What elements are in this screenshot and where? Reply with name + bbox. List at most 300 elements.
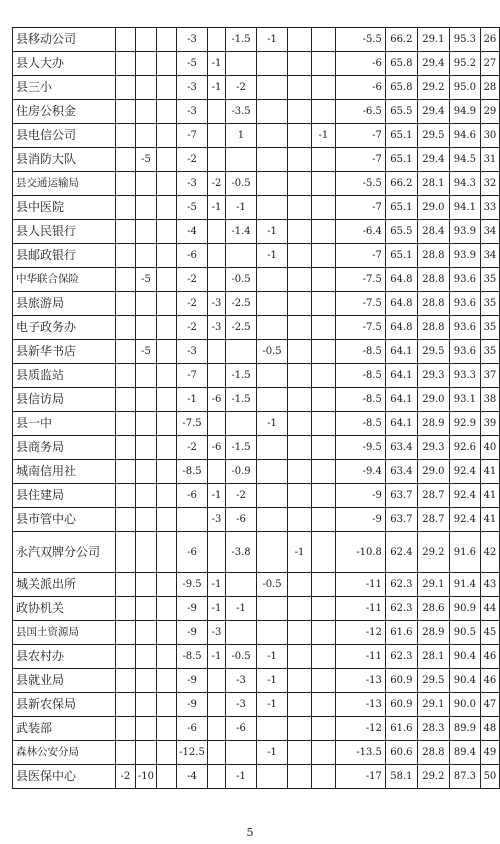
- score-cell-c11: 64.1: [385, 412, 417, 436]
- score-cell-c7: [256, 388, 287, 412]
- score-cell-c5: [208, 532, 226, 573]
- score-cell-c7: [256, 717, 287, 741]
- score-cell-c4: -7: [177, 364, 208, 388]
- score-cell-c12: 29.1: [417, 693, 449, 717]
- table-row: [13, 76, 500, 100]
- score-cell-c6: -6: [225, 508, 256, 532]
- score-cell-c11: 62.3: [385, 597, 417, 621]
- unit-name-cell: 中华联合保险: [13, 268, 116, 292]
- score-cell-c3: [157, 364, 177, 388]
- score-cell-c12: 28.1: [417, 172, 449, 196]
- score-cell-c8: [287, 76, 311, 100]
- score-cell-c13: 93.3: [449, 364, 480, 388]
- score-cell-c7: -1: [256, 741, 287, 765]
- score-cell-c9: [311, 100, 335, 124]
- score-cell-c5: -3: [208, 621, 226, 645]
- score-cell-c11: 64.1: [385, 340, 417, 364]
- score-cell-c9: [311, 508, 335, 532]
- score-cell-c7: -1: [256, 693, 287, 717]
- score-cell-c12: 29.0: [417, 460, 449, 484]
- score-cell-c1: [115, 316, 135, 340]
- score-cell-c8: [287, 220, 311, 244]
- score-cell-c8: [287, 645, 311, 669]
- score-cell-c10: -13: [335, 693, 385, 717]
- table-row: [13, 508, 500, 532]
- unit-name-cell: 县旅游局: [13, 292, 116, 316]
- table-row: [13, 621, 500, 645]
- table-row: [13, 364, 500, 388]
- score-cell-c6: -3: [225, 693, 256, 717]
- score-cell-c8: [287, 436, 311, 460]
- score-cell-c13: 95.2: [449, 52, 480, 76]
- score-cell-c10: -13.5: [335, 741, 385, 765]
- score-cell-c10: -7: [335, 124, 385, 148]
- score-cell-c7: -1: [256, 412, 287, 436]
- score-cell-c12: 28.8: [417, 244, 449, 268]
- score-cell-c14: 35: [480, 316, 499, 340]
- table-row: [13, 460, 500, 484]
- score-cell-c14: 43: [480, 573, 499, 597]
- score-cell-c14: 32: [480, 172, 499, 196]
- score-cell-c3: [157, 597, 177, 621]
- score-cell-c5: -2: [208, 172, 226, 196]
- score-cell-c2: [135, 196, 156, 220]
- unit-name-cell: 县消防大队: [13, 148, 116, 172]
- score-cell-c3: [157, 645, 177, 669]
- score-cell-c3: [157, 124, 177, 148]
- score-cell-c14: 33: [480, 196, 499, 220]
- score-cell-c1: [115, 292, 135, 316]
- score-cell-c1: [115, 268, 135, 292]
- score-cell-c13: 95.3: [449, 28, 480, 52]
- score-cell-c8: [287, 484, 311, 508]
- score-cell-c2: [135, 292, 156, 316]
- score-cell-c5: -1: [208, 196, 226, 220]
- table-row: [13, 244, 500, 268]
- score-cell-c2: [135, 436, 156, 460]
- score-cell-c8: -1: [287, 532, 311, 573]
- score-cell-c11: 64.1: [385, 364, 417, 388]
- table-row: [13, 669, 500, 693]
- score-cell-c8: [287, 669, 311, 693]
- score-cell-c8: [287, 124, 311, 148]
- score-cell-c9: [311, 669, 335, 693]
- score-cell-c5: [208, 124, 226, 148]
- score-cell-c12: 29.3: [417, 436, 449, 460]
- score-cell-c10: -12: [335, 717, 385, 741]
- score-cell-c9: [311, 741, 335, 765]
- score-cell-c5: [208, 148, 226, 172]
- score-cell-c8: [287, 52, 311, 76]
- score-cell-c7: -0.5: [256, 340, 287, 364]
- score-cell-c10: -5.5: [335, 28, 385, 52]
- score-cell-c14: 46: [480, 669, 499, 693]
- table-row: [13, 316, 500, 340]
- score-cell-c4: -1: [177, 388, 208, 412]
- unit-name-cell: 县电信公司: [13, 124, 116, 148]
- unit-name-cell: 县住建局: [13, 484, 116, 508]
- score-cell-c1: [115, 196, 135, 220]
- table-row: [13, 172, 500, 196]
- score-cell-c2: [135, 364, 156, 388]
- score-cell-c9: [311, 573, 335, 597]
- score-cell-c8: [287, 172, 311, 196]
- score-cell-c4: -8.5: [177, 645, 208, 669]
- score-cell-c8: [287, 573, 311, 597]
- score-cell-c7: -0.5: [256, 573, 287, 597]
- score-cell-c12: 28.1: [417, 645, 449, 669]
- score-cell-c1: [115, 436, 135, 460]
- score-cell-c2: [135, 717, 156, 741]
- score-cell-c9: [311, 532, 335, 573]
- score-cell-c13: 93.6: [449, 340, 480, 364]
- score-cell-c1: [115, 220, 135, 244]
- score-cell-c10: -7.5: [335, 292, 385, 316]
- score-cell-c2: [135, 741, 156, 765]
- score-cell-c11: 63.4: [385, 436, 417, 460]
- unit-name-cell: 县国土资源局: [13, 621, 116, 645]
- score-cell-c10: -8.5: [335, 364, 385, 388]
- score-cell-c10: -10.8: [335, 532, 385, 573]
- score-cell-c12: 28.8: [417, 741, 449, 765]
- score-cell-c1: [115, 621, 135, 645]
- table-row: [13, 597, 500, 621]
- score-cell-c7: [256, 621, 287, 645]
- score-cell-c12: 28.9: [417, 621, 449, 645]
- score-cell-c12: 28.8: [417, 268, 449, 292]
- score-cell-c6: -2: [225, 76, 256, 100]
- table-row: [13, 645, 500, 669]
- score-cell-c2: [135, 597, 156, 621]
- score-cell-c11: 65.1: [385, 124, 417, 148]
- score-cell-c1: [115, 645, 135, 669]
- score-cell-c8: [287, 28, 311, 52]
- score-cell-c5: -3: [208, 508, 226, 532]
- score-cell-c4: -8.5: [177, 460, 208, 484]
- score-cell-c3: [157, 669, 177, 693]
- score-cell-c7: [256, 765, 287, 789]
- score-cell-c10: -9: [335, 484, 385, 508]
- score-cell-c12: 29.5: [417, 669, 449, 693]
- score-cell-c14: 27: [480, 52, 499, 76]
- score-cell-c7: [256, 484, 287, 508]
- score-cell-c14: 26: [480, 28, 499, 52]
- score-cell-c9: [311, 765, 335, 789]
- table-body: [13, 28, 500, 789]
- score-cell-c2: [135, 388, 156, 412]
- score-cell-c13: 93.1: [449, 388, 480, 412]
- score-cell-c14: 29: [480, 100, 499, 124]
- score-cell-c5: [208, 412, 226, 436]
- score-cell-c2: [135, 532, 156, 573]
- score-cell-c5: -1: [208, 573, 226, 597]
- score-cell-c4: -2: [177, 436, 208, 460]
- score-cell-c10: -9: [335, 508, 385, 532]
- score-cell-c5: [208, 693, 226, 717]
- score-cell-c7: [256, 364, 287, 388]
- score-cell-c6: -3.5: [225, 100, 256, 124]
- score-cell-c8: [287, 148, 311, 172]
- table-row: [13, 100, 500, 124]
- score-cell-c11: 66.2: [385, 172, 417, 196]
- score-cell-c8: [287, 364, 311, 388]
- score-cell-c5: -1: [208, 76, 226, 100]
- unit-name-cell: 县交通运输局: [13, 172, 116, 196]
- score-cell-c4: -6: [177, 532, 208, 573]
- score-cell-c9: [311, 597, 335, 621]
- score-cell-c11: 66.2: [385, 28, 417, 52]
- score-cell-c3: [157, 244, 177, 268]
- table-row: [13, 340, 500, 364]
- score-cell-c12: 29.3: [417, 364, 449, 388]
- score-cell-c14: 34: [480, 220, 499, 244]
- score-cell-c4: -3: [177, 172, 208, 196]
- score-cell-c14: 41: [480, 484, 499, 508]
- table-row: [13, 124, 500, 148]
- score-cell-c4: -3: [177, 340, 208, 364]
- score-cell-c10: -7.5: [335, 316, 385, 340]
- score-cell-c11: 60.9: [385, 669, 417, 693]
- score-cell-c8: [287, 693, 311, 717]
- score-cell-c2: -5: [135, 340, 156, 364]
- unit-name-cell: 永汽双牌分公司: [13, 532, 116, 573]
- score-cell-c9: [311, 460, 335, 484]
- score-cell-c4: -6: [177, 484, 208, 508]
- score-cell-c5: [208, 220, 226, 244]
- score-cell-c11: 65.1: [385, 244, 417, 268]
- score-cell-c5: -1: [208, 484, 226, 508]
- table-row: [13, 717, 500, 741]
- score-cell-c7: [256, 52, 287, 76]
- score-cell-c9: [311, 388, 335, 412]
- score-cell-c4: -2: [177, 268, 208, 292]
- score-cell-c1: [115, 484, 135, 508]
- score-cell-c6: -0.9: [225, 460, 256, 484]
- score-cell-c13: 90.9: [449, 597, 480, 621]
- score-cell-c10: -6.4: [335, 220, 385, 244]
- unit-name-cell: 武装部: [13, 717, 116, 741]
- score-cell-c7: [256, 460, 287, 484]
- score-cell-c8: [287, 412, 311, 436]
- score-cell-c8: [287, 340, 311, 364]
- score-cell-c4: -3: [177, 76, 208, 100]
- score-cell-c3: [157, 508, 177, 532]
- score-cell-c4: -5: [177, 196, 208, 220]
- score-cell-c13: 93.9: [449, 244, 480, 268]
- score-cell-c6: -0.5: [225, 172, 256, 196]
- score-cell-c1: [115, 148, 135, 172]
- score-cell-c13: 95.0: [449, 76, 480, 100]
- score-cell-c1: [115, 532, 135, 573]
- score-cell-c3: [157, 220, 177, 244]
- score-cell-c1: [115, 412, 135, 436]
- score-cell-c8: [287, 621, 311, 645]
- score-cell-c13: 92.4: [449, 508, 480, 532]
- score-cell-c13: 92.4: [449, 460, 480, 484]
- score-cell-c13: 92.4: [449, 484, 480, 508]
- score-cell-c8: [287, 765, 311, 789]
- score-cell-c2: [135, 573, 156, 597]
- score-cell-c5: [208, 717, 226, 741]
- score-cell-c6: -3.8: [225, 532, 256, 573]
- score-cell-c5: [208, 28, 226, 52]
- score-cell-c6: -1: [225, 196, 256, 220]
- score-cell-c7: -1: [256, 28, 287, 52]
- unit-name-cell: 县三小: [13, 76, 116, 100]
- score-cell-c10: -5.5: [335, 172, 385, 196]
- table-row: [13, 436, 500, 460]
- score-cell-c7: [256, 597, 287, 621]
- score-cell-c13: 92.9: [449, 412, 480, 436]
- score-cell-c1: [115, 52, 135, 76]
- score-cell-c9: [311, 621, 335, 645]
- score-cell-c8: [287, 244, 311, 268]
- score-cell-c2: [135, 645, 156, 669]
- score-cell-c14: 41: [480, 460, 499, 484]
- score-cell-c14: 35: [480, 340, 499, 364]
- unit-name-cell: 县中医院: [13, 196, 116, 220]
- score-cell-c3: [157, 717, 177, 741]
- score-cell-c11: 65.8: [385, 52, 417, 76]
- score-cell-c4: -2: [177, 316, 208, 340]
- score-cell-c14: 50: [480, 765, 499, 789]
- score-cell-c3: [157, 765, 177, 789]
- score-cell-c1: [115, 717, 135, 741]
- score-cell-c13: 94.9: [449, 100, 480, 124]
- score-cell-c11: 62.3: [385, 573, 417, 597]
- score-cell-c8: [287, 717, 311, 741]
- score-cell-c10: -11: [335, 573, 385, 597]
- score-cell-c2: [135, 28, 156, 52]
- score-cell-c1: [115, 669, 135, 693]
- score-cell-c1: [115, 172, 135, 196]
- score-cell-c13: 93.6: [449, 268, 480, 292]
- score-cell-c1: [115, 597, 135, 621]
- score-cell-c7: -1: [256, 244, 287, 268]
- score-cell-c14: 30: [480, 124, 499, 148]
- score-cell-c1: -2: [115, 765, 135, 789]
- score-cell-c5: [208, 669, 226, 693]
- score-cell-c14: 39: [480, 412, 499, 436]
- score-cell-c12: 29.1: [417, 573, 449, 597]
- table-row: [13, 765, 500, 789]
- score-cell-c7: [256, 124, 287, 148]
- score-cell-c6: -1.5: [225, 388, 256, 412]
- score-cell-c9: [311, 693, 335, 717]
- score-cell-c10: -7: [335, 196, 385, 220]
- score-cell-c1: [115, 76, 135, 100]
- score-cell-c12: 28.8: [417, 316, 449, 340]
- score-cell-c7: [256, 172, 287, 196]
- score-cell-c4: -7.5: [177, 412, 208, 436]
- score-cell-c6: [225, 244, 256, 268]
- table-row: [13, 573, 500, 597]
- score-cell-c4: -3: [177, 28, 208, 52]
- table-row: [13, 484, 500, 508]
- score-cell-c2: [135, 220, 156, 244]
- score-cell-c11: 62.4: [385, 532, 417, 573]
- table-row: [13, 388, 500, 412]
- score-cell-c11: 60.9: [385, 693, 417, 717]
- score-cell-c2: [135, 484, 156, 508]
- score-cell-c13: 91.6: [449, 532, 480, 573]
- score-cell-c12: 28.3: [417, 717, 449, 741]
- score-cell-c12: 29.4: [417, 148, 449, 172]
- unit-name-cell: 电子政务办: [13, 316, 116, 340]
- score-cell-c4: -9.5: [177, 573, 208, 597]
- unit-name-cell: 县新农保局: [13, 693, 116, 717]
- score-cell-c4: -2: [177, 148, 208, 172]
- score-cell-c6: -2.5: [225, 316, 256, 340]
- score-cell-c9: [311, 717, 335, 741]
- score-cell-c4: -4: [177, 220, 208, 244]
- score-cell-c7: [256, 316, 287, 340]
- score-cell-c1: [115, 364, 135, 388]
- score-cell-c12: 29.2: [417, 76, 449, 100]
- score-cell-c11: 65.5: [385, 100, 417, 124]
- score-cell-c14: 38: [480, 388, 499, 412]
- score-cell-c8: [287, 316, 311, 340]
- score-cell-c2: [135, 621, 156, 645]
- score-cell-c4: -9: [177, 597, 208, 621]
- score-cell-c6: -3: [225, 669, 256, 693]
- score-cell-c7: -1: [256, 220, 287, 244]
- score-cell-c5: [208, 460, 226, 484]
- score-cell-c3: [157, 28, 177, 52]
- score-cell-c3: [157, 76, 177, 100]
- score-cell-c13: 89.4: [449, 741, 480, 765]
- score-cell-c12: 28.7: [417, 508, 449, 532]
- score-cell-c5: [208, 268, 226, 292]
- score-cell-c11: 61.6: [385, 621, 417, 645]
- score-cell-c4: -12.5: [177, 741, 208, 765]
- score-cell-c7: -1: [256, 645, 287, 669]
- unit-name-cell: 县人大办: [13, 52, 116, 76]
- unit-name-cell: 县质监站: [13, 364, 116, 388]
- score-cell-c13: 94.1: [449, 196, 480, 220]
- score-cell-c8: [287, 597, 311, 621]
- score-cell-c12: 29.2: [417, 765, 449, 789]
- score-cell-c8: [287, 741, 311, 765]
- score-cell-c12: 28.6: [417, 597, 449, 621]
- score-cell-c3: [157, 460, 177, 484]
- score-cell-c9: [311, 148, 335, 172]
- score-cell-c11: 58.1: [385, 765, 417, 789]
- unit-name-cell: 县人民银行: [13, 220, 116, 244]
- score-cell-c3: [157, 484, 177, 508]
- score-cell-c9: [311, 52, 335, 76]
- score-cell-c5: -6: [208, 436, 226, 460]
- score-cell-c5: [208, 765, 226, 789]
- unit-name-cell: 县信访局: [13, 388, 116, 412]
- score-cell-c11: 65.1: [385, 148, 417, 172]
- score-cell-c11: 64.8: [385, 316, 417, 340]
- score-cell-c6: -1.5: [225, 364, 256, 388]
- score-cell-c6: [225, 52, 256, 76]
- score-cell-c5: -1: [208, 52, 226, 76]
- score-cell-c1: [115, 693, 135, 717]
- score-cell-c6: [225, 741, 256, 765]
- score-cell-c9: [311, 220, 335, 244]
- score-cell-c8: [287, 196, 311, 220]
- score-cell-c7: [256, 100, 287, 124]
- score-cell-c10: -11: [335, 645, 385, 669]
- score-cell-c13: 93.6: [449, 292, 480, 316]
- score-cell-c4: -6: [177, 717, 208, 741]
- unit-name-cell: 县就业局: [13, 669, 116, 693]
- score-cell-c2: [135, 124, 156, 148]
- score-cell-c5: [208, 741, 226, 765]
